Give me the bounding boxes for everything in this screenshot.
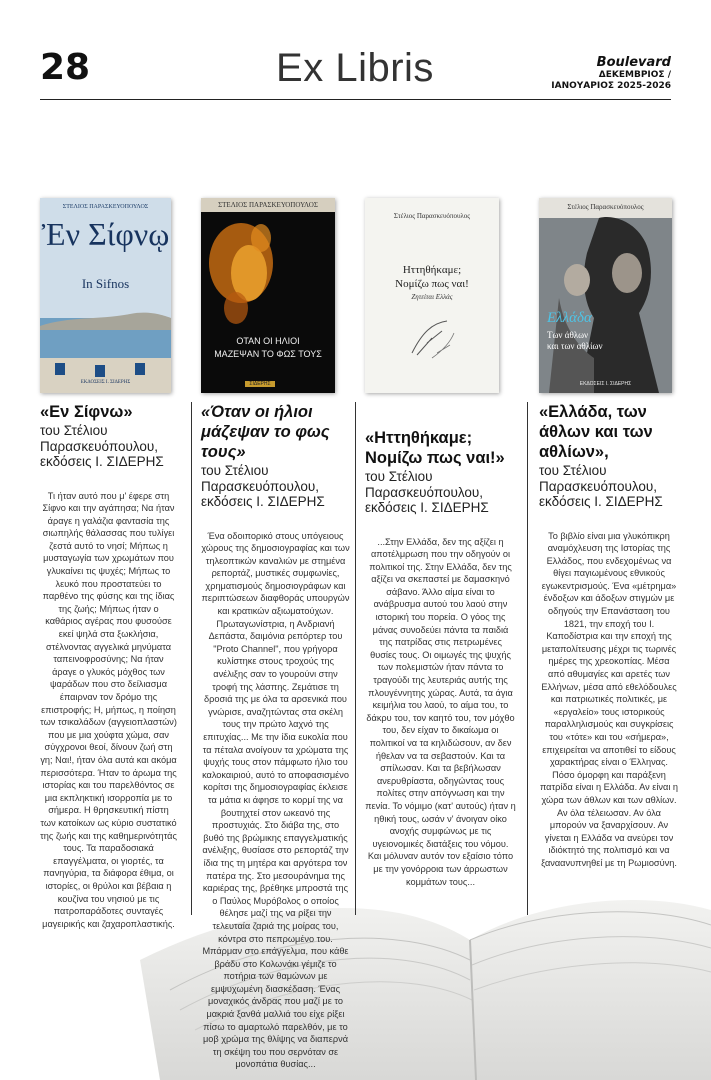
cover-title: Ἐν Σίφνῳ [41, 216, 170, 252]
book-cover-en-sifno [40, 198, 171, 393]
article-body: Τι ήταν αυτό που μ' έφερε στη Σίφνο και την αγάπησα; Να ήταν άραγε η γαλάζια φαντασία της σιωπηλής θάλασσας που τυλίγει ζεστά αυτό το νησί; Μήπως η μυσταγωγία των χρωμάτων που γλυκαίνει τις ψυχές; Μήπως το λευκό που προστατεύει το παρθένο της φύσης και της ίδιας της ζωής; Μήπως ήταν ο καθάριος αγέρας που φυσούσε εκεί ψηλά στα ξωκλήσια, στέλνοντας αγγελικά μηνύματα ταπεινοφροσύνης; Να ήταν άραγε ο γλυκός μόχθος των ψαράδων που στο δείλιασμα έπαιρναν τον δρόμο της επιστροφής; Η, μήπως, η ποίηση των τσικαλάδων (αγγειοπλαστών) που με μια χούφτα χώμα, σαν σύγχρονοι θεοί, δίνουν ζωή στη γη; Ναι!, ήταν όλα αυτά και ακόμα περισσότερα. Ήταν το άρωμα της ιστορίας και του παρελθόντος σε μια εκπληκτική ισορροπία με το σήμερα. Η θρησκευτική πίστη των κατοίκων ως κύριο συστατικό της ζωής και της καθημερινότητάς τους. Τα παραδοσιακά επαγγέλματα, οι γιορτές, τα πανηγύρια, τα διάφορα έθιμα, οι ιστορίες, οι θρύλοι και βέβαια η κουζίνα του νησιού με τις πατροπαράδοτες συνταγές μαγειρικής και ζαχαροπλαστικής. [40, 490, 177, 929]
article-byline: του Στέλιου Παρασκευόπουλου, εκδόσεις Ι. ΣΙΔΕΡΗΣ [40, 423, 164, 469]
cover-title: Ελλάδα [547, 310, 592, 326]
article-title: «Εν Σίφνω» [40, 403, 133, 421]
cover-title-line2: Νομίζω πως ναι! [395, 278, 469, 290]
cover-author: Στέλιος Παρασκευόπουλος [567, 203, 644, 211]
article-byline: του Στέλιου Παρασκευόπουλου, εκδόσεις Ι. ΣΙΔΕΡΗΣ [539, 463, 663, 509]
brand-name: Boulevard [596, 55, 671, 70]
article-title: «Όταν οι ήλιοι μάζεψαν το φως τους» [201, 403, 330, 461]
cover-author: ΣΤΕΛΙΟΣ ΠΑΡΑΣΚΕΥΟΠΟΥΛΟΣ [218, 201, 318, 209]
article-title: «Ελλάδα, των άθλων και των αθλίων», [539, 403, 653, 461]
article-body: Το βιβλίο είναι μια γλυκόπικρη αναμόχλευση της Ιστορίας της Ελλάδος, που ενδεχομένως να θίγει παγιωμένους εθνικούς εγωκεντρισμούς. Ένα «μέτρημα» ένδοξων και άδοξων στιγμών με οδηγούς την Επανάσταση του 1821, την εποχή του Ι. Καποδίστρια και την εποχή της μεταπολίτευσης μέχρι τις τωρινές ημέρες της χρεοκοπίας. Μέσα από αθυμαγίες και αρετές των Ελλήνων, μέσα από εθελόδουλες και πατριωτικές πολιτικές, με «εργαλείο» τους ιστορικούς παραλληλισμούς και συγκρίσεις του «τότε» και του «σήμερα», επιχειρείται να αποτιθεί το είδους χαρακτήρας είναι ο Έλληνας. Πόσο όμορφη και παράξενη πατρίδα είναι η Ελλάδα. Αν είναι η χώρα των άθλων και των αθλίων. Αν όλα τέλειωσαν. Αν όλα μπορούν να ξαναρχίσουν. Αν γίνεται η Ελλάδα να ανεύρει τον ιδιόκτητό της πολιτισμό και να ξαναανυπνηθεί με τη Ρωμιοσύνη. [539, 530, 679, 868]
cover-author: Στέλιος Παρασκευόπουλος [393, 212, 471, 220]
page-number: 28 [40, 47, 91, 88]
article-ellada [539, 402, 679, 870]
article-body: ...Στην Ελλάδα, δεν της αξίζει η αποτέλμρωση που την οδηγούν οι πολιτικοί της. Στην Ελλάδα, δεν της αξίζει να σκεπαστεί με δαμασκηνό σάβανο. Άλλο αίμα είναι το ανάβρυσμα αυτού του λαού στην ιστορική του πορεία. Ο γόος της μάνας συνοδεύει πάντα τα παιδιά της πατρίδας στις πετρωμένες θυσίες τους. Οι οιμωγές της ψυχής των πολεμιστών ήταν πάντα το τραγούδι της λευτεριάς αυτής της πλουγέννητης χώρας. Αυτά, τα άγια κειμήλια του λαού, το αίμα του, το δάκρυ του, τον καητό του, τον μόχθο του, δεν είχαν το δικαίωμα οι πολιτικοί να τα κηλιδώσουν, αν δεν ήθελαν να τα σεβαστούν. Και τα σπίλωσαν. Και τα βεβήλωσαν ανερυθρίαστα, οδηγώντας τους πολίτες στην απόγνωση και την πενία. Το νόμιμο (κατ' αυτούς) ήταν η ηθική τους, ωσάν ν' άνοιγαν οίκο ανοχής συμφώνως με τις υγειονομικές διατάξεις του νόμου. Και μόλυναν αυτόν τον εξαίσιο τόπο με την γονόρροια των άρρωστων κομμάτων τους... [365, 536, 516, 887]
article-ittithikame [365, 402, 516, 888]
article-en-sifno [40, 402, 177, 930]
cover-subtitle: Ζητείται Ελλάς [411, 293, 453, 301]
cover-subtitle: In Sifnos [81, 276, 130, 291]
book-cover-otan-oi-ilioi [201, 198, 335, 393]
issue-date-line1: ΔΕΚΕΜΒΡΙΟΣ / [598, 70, 671, 80]
article-title: «Ηττηθήκαμε; Νομίζω πως ναι!» [365, 429, 505, 467]
orange-light-artwork [201, 198, 335, 393]
column-divider [191, 402, 192, 915]
cover-subtitle-line1: Των άθλων [547, 330, 589, 340]
cover-publisher: ΕΚΔΟΣΕΙΣ Ι. ΣΙΔΕΡΗΣ [579, 381, 632, 387]
book-cover-ellada [539, 198, 672, 393]
article-body: Ένα οδοιπορικό στους υπόγειους χώρους της δημοσιογραφίας και των τηλεοπτικών καναλιών με στημένα ρεπορτάζ, μυστικές συμφωνίες, χρηματισμούς δημοσιογράφων και περιπτώσεων διαφθοράς υπουργών και κρατικών αξιωματούχων. Πρωταγωνίστρια, η Ανδριανή Δεπάστα, δαιμόνια ρεπόρτερ του "Proto Channel", που γρήγορα κυλίστηκε στους τροχούς της ανέλιξης σαν το γουρούνι στην τροφή της λάσπης. Ζεμάτισε τη δροσιά της με όλα τα αρσενικά που γνώρισε, αναζητώντας στα σκέλη τους την πρώτο λαχνό της επιτυχίας... Με την ίδια ευκολία που τα πέταλα ανοίγουν τα χρώματα της ψυχής τους στον πάμφωτο ήλιο του καλοκαιριού, αυτό το αποφασισμένο κορίτσι της δημοσιογραφίας έκλεισε τα μάτια κι άφησε το κορμί της να βουτηχτεί στον ωκεανό της προστυχιάς. Στο διάβα της, στο βυθό της βρώμικης επαγγελματικής ανέλιξης, θυσίασε στο ρεπορτάζ την ίδια της τη μητέρα και αργότερα τον πατέρα της. Στο μεσουράνημα της καριέρας της, βρέθηκε μπροστά της ο Παύλος Μυρόβολος ο οποίος θέλησε μαζί της να ρίξει την τελευταία ζαριά της μοίρας του, κόντρα στο πεπρωμένο του. Μπάρμαν στο επάγγελμα, που κάθε βράδυ στο Κολωνάκι γέμιζε το ποτήρια των θαμώνων με εμψυχωμένη διασκέδαση. Ένας μοναχικός άνδρας που μαζί με το μακριά ξανθά μαλλιά του είχε ρίξει πίσω το αμαρτωλό παρελθόν, με το μοβ χρώμα της θλίψης να διαπερνά τη σκέψη του που σερνόταν σε μονοπάτια θυσίας... [201, 530, 350, 1070]
cover-author: ΣΤΕΛΙΟΣ ΠΑΡΑΣΚΕΥΟΠΟΥΛΟΣ [62, 204, 149, 210]
cover-publisher: ΣΙΔΕΡΗΣ [245, 381, 275, 387]
article-byline: του Στέλιου Παρασκευόπουλου, εκδόσεις Ι. ΣΙΔΕΡΗΣ [365, 469, 489, 515]
magazine-masthead [551, 56, 671, 92]
cover-title-line2: ΜΑΖΕΨΑΝ ΤΟ ΦΩΣ ΤΟΥΣ [214, 349, 322, 359]
column-divider [527, 402, 528, 915]
column-divider [355, 402, 356, 915]
cover-title-line1: Ηττηθήκαμε; [402, 264, 462, 276]
article-byline: του Στέλιου Παρασκευόπουλου, εκδόσεις Ι. ΣΙΔΕΡΗΣ [201, 463, 325, 509]
mother-child-photo [539, 198, 672, 393]
header-divider [40, 99, 671, 100]
issue-date-line2: ΙΑΝΟΥΑΡΙΟΣ 2025-2026 [551, 81, 671, 91]
article-otan-oi-ilioi [201, 402, 350, 1071]
cover-title-line1: ΟΤΑΝ ΟΙ ΗΛΙΟΙ [236, 336, 300, 346]
book-cover-ittithikame [365, 198, 499, 393]
section-title: Ex Libris [276, 46, 434, 90]
cover-subtitle-line2: και των αθλίων [547, 341, 603, 351]
cover-publisher: ΕΚΔΟΣΕΙΣ Ι. ΣΙΔΕΡΗΣ [80, 380, 131, 385]
ink-sketch-illustration [402, 313, 462, 363]
